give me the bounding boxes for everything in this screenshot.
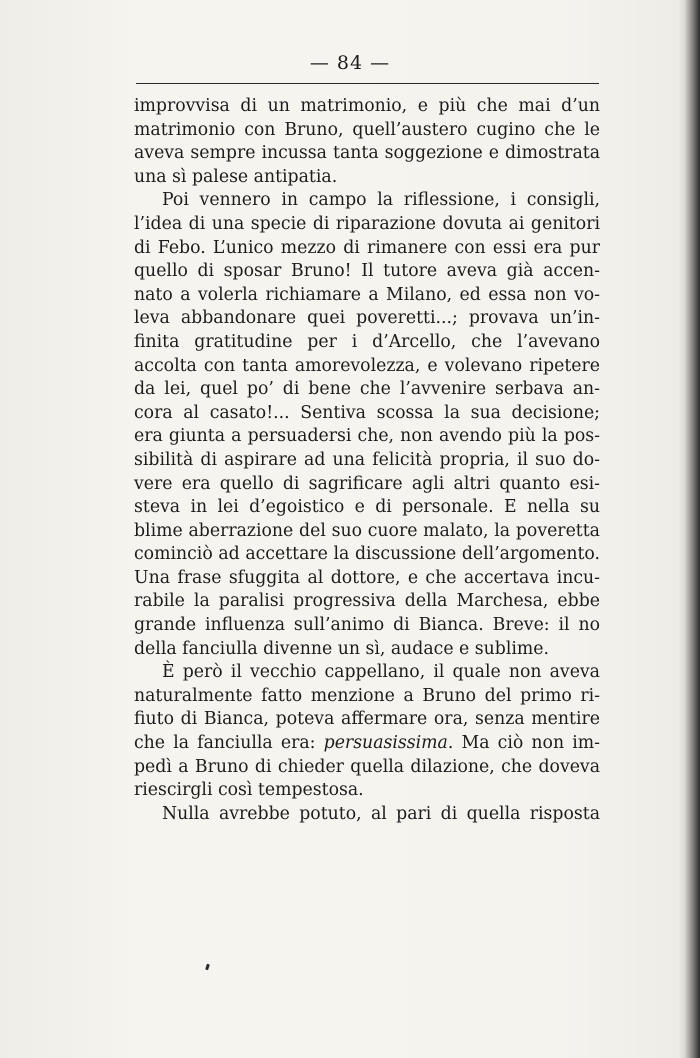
text-line bbox=[134, 425, 600, 449]
body-text bbox=[134, 95, 600, 826]
text-line bbox=[134, 142, 600, 166]
page-number: — 84 — bbox=[309, 52, 391, 74]
text-line bbox=[134, 614, 600, 638]
text-line-content: leva abbandonare quei poveretti...; provava un’in- bbox=[134, 308, 600, 329]
text-line-content: vere era quello di sagrificare agli altri quanto esi- bbox=[134, 473, 600, 494]
text-line bbox=[134, 189, 600, 213]
text-line bbox=[134, 567, 600, 591]
text-line bbox=[134, 756, 600, 780]
text-line bbox=[134, 708, 600, 732]
text-line-content: steva in lei d’egoistico e di personale. E nella su bbox=[134, 497, 600, 518]
text-line-content: da lei, quel po’ di bene che l’avvenire serbava an- bbox=[134, 379, 600, 400]
text-line bbox=[134, 331, 600, 355]
text-line-content: naturalmente fatto menzione a Bruno del primo ri- bbox=[134, 685, 600, 706]
text-line bbox=[134, 520, 600, 544]
page-binding-shadow bbox=[678, 0, 700, 1058]
text-line bbox=[134, 732, 600, 756]
text-line-content: nato a volerla richiamare a Milano, ed essa non vo- bbox=[134, 284, 600, 305]
header-rule bbox=[136, 83, 599, 84]
text-line bbox=[134, 496, 600, 520]
text-line bbox=[134, 119, 600, 143]
text-line-content: l’idea di una specie di riparazione dovuta ai genitori bbox=[134, 213, 600, 234]
text-line-content: pedì a Bruno di chieder quella dilazione, che doveva bbox=[134, 756, 600, 777]
text-line bbox=[134, 543, 600, 567]
text-line bbox=[134, 685, 600, 709]
text-line bbox=[134, 638, 600, 662]
text-line-content: della fanciulla divenne un sì, audace e sublime. bbox=[134, 638, 549, 659]
text-line-content: una sì palese antipatia. bbox=[134, 166, 338, 187]
text-line bbox=[134, 590, 600, 614]
text-line-content: di Febo. L’unico mezzo di rimanere con essi era pur bbox=[134, 237, 600, 258]
text-line-content: Una frase sfuggita al dottore, e che accertava incu- bbox=[134, 567, 600, 588]
text-line bbox=[134, 803, 600, 827]
text-line bbox=[134, 355, 600, 379]
text-line bbox=[134, 661, 600, 685]
text-line-content: rabile la paralisi progressiva della Marchesa, ebbe bbox=[134, 591, 600, 612]
text-line-content: fiuto di Bianca, poteva affermare ora, senza mentire bbox=[134, 709, 600, 730]
text-line-content: riescirgli così tempestosa. bbox=[134, 780, 364, 801]
emphasized-word: persuasissima bbox=[323, 733, 448, 754]
text-line-content: blime aberrazione del suo cuore malato, la poveretta bbox=[134, 520, 600, 541]
text-line-content: Nulla avrebbe potuto, al pari di quella risposta bbox=[162, 803, 600, 824]
text-line bbox=[134, 237, 600, 261]
text-line bbox=[134, 307, 600, 331]
text-line bbox=[134, 284, 600, 308]
text-line bbox=[134, 473, 600, 497]
text-line-content: quello di sposar Bruno! Il tutore aveva già accen- bbox=[134, 261, 600, 282]
text-line-content: improvvisa di un matrimonio, e più che mai d’un bbox=[134, 96, 600, 116]
text-line-content: sibilità di aspirare ad una felicità propria, il suo do- bbox=[134, 449, 600, 470]
text-line bbox=[134, 402, 600, 426]
text-line bbox=[134, 260, 600, 284]
text-line-content: matrimonio con Bruno, quell’austero cugino che le bbox=[134, 119, 600, 140]
text-line-content: finita gratitudine per i d’Arcello, che l’avevano bbox=[134, 331, 600, 352]
text-line-content: era giunta a persuadersi che, non avendo più la pos- bbox=[134, 426, 600, 447]
text-line-content: Poi vennero in campo la riflessione, i consigli, bbox=[162, 190, 600, 211]
text-line-continuation: . Ma ciò non im- bbox=[447, 733, 600, 754]
text-line-content: grande influenza sull’animo di Bianca. Breve: il no bbox=[134, 615, 600, 636]
text-line-content: accolta con tanta amorevolezza, e volevano ripetere bbox=[134, 355, 600, 376]
text-line-content: che la fanciulla era: bbox=[134, 733, 324, 754]
text-line-content: È però il vecchio cappellano, il quale non aveva bbox=[162, 662, 600, 683]
text-line bbox=[134, 95, 600, 119]
text-line bbox=[134, 449, 600, 473]
text-line-content: cora al casato!... Sentiva scossa la sua decisione; bbox=[134, 402, 600, 423]
text-line bbox=[134, 166, 600, 190]
print-speck bbox=[205, 964, 210, 971]
text-line bbox=[134, 378, 600, 402]
text-line-content: aveva sempre incussa tanta soggezione e dimostrata bbox=[134, 143, 600, 164]
text-line bbox=[134, 779, 600, 803]
text-line bbox=[134, 213, 600, 237]
text-line-content: cominciò ad accettare la discussione dell’argomento. bbox=[134, 544, 600, 565]
